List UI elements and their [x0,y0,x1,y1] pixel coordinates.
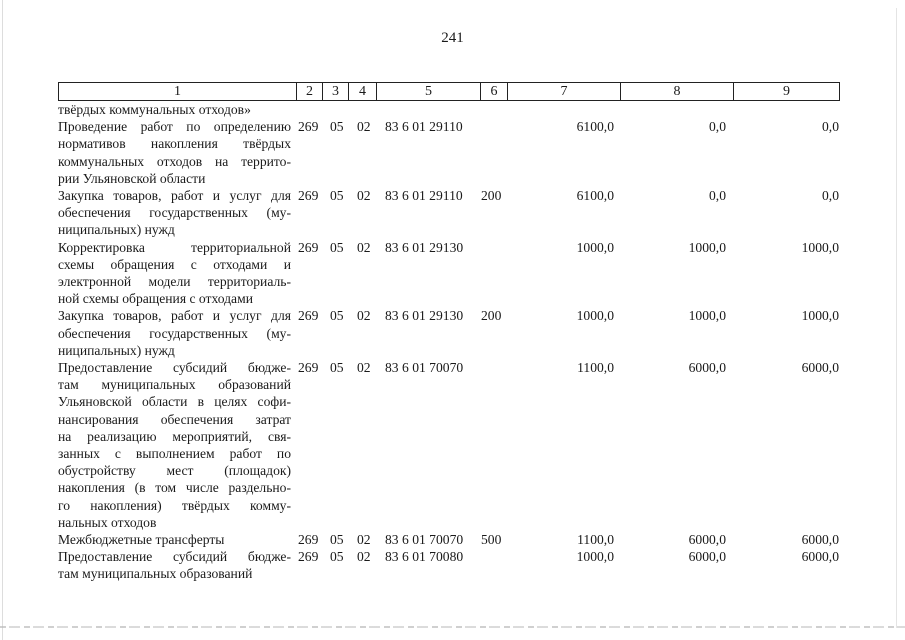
amount-col-7: 6100,0 [576,188,614,204]
row-description [58,359,291,531]
target-article-code: 83 6 01 29110 [385,188,463,204]
description-line: го накопления) твёрдых комму- [58,497,291,513]
description-line: там муниципальных образований [58,377,291,393]
description-line: схемы обращения с отходами и [58,256,291,272]
description-line: нормативов накопления твёрдых [58,136,291,152]
subsection-code: 02 [357,239,371,255]
row-description [58,307,291,359]
table-header-row [58,82,840,101]
subsection-code: 02 [357,188,371,204]
description-line: обустройству мест (площадок) [58,463,291,479]
amount-col-9: 6000,0 [801,549,839,565]
amount-col-8: 6000,0 [688,549,726,565]
description-line: там муниципальных образований [58,566,253,582]
amount-col-7: 1100,0 [577,360,614,376]
ministry-code: 269 [298,119,319,135]
header-col-4: 4 [348,83,376,100]
row-description [58,101,291,118]
amount-col-9: 6000,0 [801,360,839,376]
table-row [58,101,840,118]
table-row [58,187,840,239]
amount-col-8: 6000,0 [688,532,726,548]
description-line: ниципальных) нужд [58,342,175,358]
description-line: обеспечения государственных (му- [58,205,291,221]
description-line: обеспечения государственных (му- [58,325,291,341]
target-article-code: 83 6 01 29130 [385,239,464,255]
table-row [58,307,840,359]
description-line: Межбюджетные трансферты [58,532,225,548]
row-description [58,187,291,239]
section-code: 05 [330,549,344,565]
amount-col-7: 6100,0 [576,119,614,135]
description-line: Закупка товаров, работ и услуг для [58,188,291,204]
ministry-code: 269 [298,188,319,204]
subsection-code: 02 [357,360,371,376]
target-article-code: 83 6 01 70080 [385,549,464,565]
header-col-8: 8 [620,83,733,100]
row-description [58,118,291,187]
subsection-code: 02 [357,532,371,548]
header-col-5: 5 [376,83,480,100]
ministry-code: 269 [298,308,319,324]
ministry-code: 269 [298,549,319,565]
page-number: 241 [441,30,464,46]
description-line: Предоставление субсидий бюдже- [58,360,291,376]
header-col-6: 6 [480,83,507,100]
expense-type-code: 200 [481,188,502,204]
description-line: твёрдых коммунальных отходов» [58,102,251,117]
description-line: Проведение работ по определению [58,119,291,135]
description-line: на реализацию мероприятий, свя- [58,428,291,444]
table-row [58,531,840,548]
amount-col-7: 1000,0 [576,308,614,324]
scan-edge-left [2,0,3,640]
description-line: ниципальных) нужд [58,222,175,238]
section-code: 05 [330,532,344,548]
amount-col-8: 1000,0 [688,239,726,255]
description-line: нальных отходов [58,514,157,530]
header-col-9: 9 [733,83,839,100]
scan-bottom-border [0,626,905,628]
subsection-code: 02 [357,308,371,324]
section-code: 05 [330,239,344,255]
description-line: электронной модели территориаль- [58,274,291,290]
target-article-code: 83 6 01 29110 [385,119,463,135]
description-line: накопления (в том числе раздельно- [58,480,291,496]
section-code: 05 [330,308,344,324]
description-line: Закупка товаров, работ и услуг для [58,308,291,324]
section-code: 05 [330,119,344,135]
ministry-code: 269 [298,239,319,255]
amount-col-9: 0,0 [822,119,839,135]
table-body [58,101,840,583]
amount-col-8: 0,0 [709,119,726,135]
row-description [58,239,291,308]
amount-col-8: 1000,0 [688,308,726,324]
header-col-3: 3 [322,83,348,100]
description-line: коммунальных отходов на террито- [58,153,291,169]
amount-col-7: 1000,0 [576,549,614,565]
amount-col-7: 1100,0 [577,532,614,548]
section-code: 05 [330,188,344,204]
row-description [58,548,291,582]
description-line: ной схемы обращения с отходами [58,291,253,307]
ministry-code: 269 [298,360,319,376]
description-line: нансирования обеспечения затрат [58,411,291,427]
description-line: Ульяновской области в целях софи- [58,394,291,410]
table-row [58,548,840,582]
amount-col-8: 0,0 [709,188,726,204]
amount-col-9: 6000,0 [801,532,839,548]
target-article-code: 83 6 01 70070 [385,360,464,376]
amount-col-9: 1000,0 [801,239,839,255]
table-row [58,239,840,308]
subsection-code: 02 [357,549,371,565]
amount-col-8: 6000,0 [688,360,726,376]
table-row [58,118,840,187]
amount-col-9: 0,0 [822,188,839,204]
target-article-code: 83 6 01 70070 [385,532,464,548]
description-line: занных с выполнением работ по [58,446,291,462]
ministry-code: 269 [298,532,319,548]
header-col-2: 2 [296,83,322,100]
description-line: Корректировка территориальной [58,239,291,255]
description-line: Предоставление субсидий бюдже- [58,549,291,565]
row-description [58,531,291,548]
expense-type-code: 200 [481,308,502,324]
amount-col-9: 1000,0 [801,308,839,324]
table-row [58,359,840,531]
amount-col-7: 1000,0 [576,239,614,255]
header-col-1: 1 [174,84,181,99]
scan-edge-right [896,8,897,628]
section-code: 05 [330,360,344,376]
expense-type-code: 500 [481,532,502,548]
description-line: рии Ульяновской области [58,170,206,186]
header-col-7: 7 [507,83,620,100]
subsection-code: 02 [357,119,371,135]
target-article-code: 83 6 01 29130 [385,308,464,324]
